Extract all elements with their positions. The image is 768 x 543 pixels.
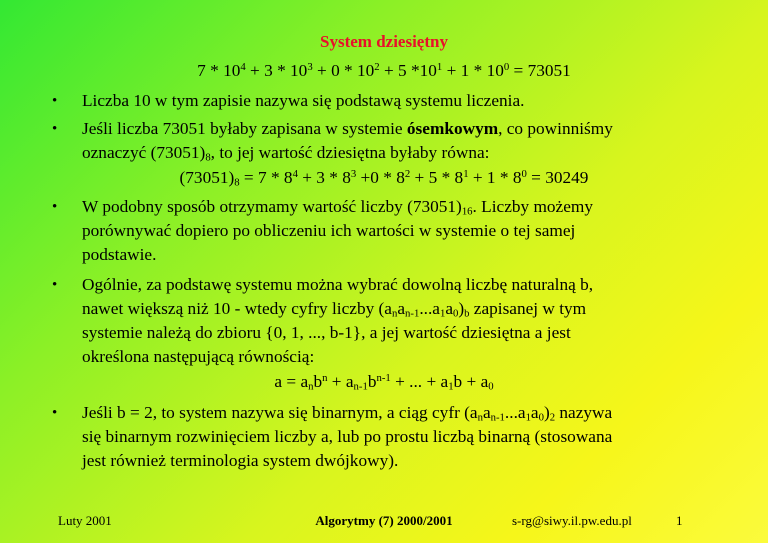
bullet-icon: •: [52, 93, 58, 109]
bullet-5-line-3: jest również terminologia system dwójkowy).: [82, 451, 399, 470]
bullet-icon: •: [52, 121, 58, 137]
bullet-3-line-3: podstawie.: [82, 245, 157, 264]
bullet-2-line-2: oznaczyć $(73051)_8$, to jej wartość dziesiętna byłaby równa:: [82, 143, 490, 164]
formula-general-base: $a = a_nb^n + a_{n-1}b^{n-1}$ + ... + $a_1b + a_0$: [274, 372, 494, 393]
bullet-5-line-2: się binarnym rozwinięciem liczby a, lub po prostu liczbą binarną (stosowana: [82, 427, 613, 446]
slide-title: System dziesiętny: [320, 32, 448, 51]
bullet-4-line-3: systemie należą do zbioru {0, 1, ..., b-1}, a jej wartość dziesiętna a jest: [82, 323, 571, 342]
formula-octal-expansion: $(73051)_8 = 7 * 8^4 + 3 * 8^3 +0 * 8^2 + 5 * 8^1 + 1 * 8^0 = 30249$: [179, 168, 589, 189]
bullet-4-line-4: określona następującą równością:: [82, 347, 315, 366]
bullet-icon: •: [52, 199, 58, 215]
footer-date: Luty 2001: [58, 513, 112, 528]
footer-course-title: Algorytmy (7) 2000/2001: [315, 513, 453, 528]
footer-email: s-rg@siwy.il.pw.edu.pl: [512, 513, 632, 528]
bullet-3-line-2: porównywać dopiero po obliczeniu ich wartości w systemie o tej samej: [82, 221, 576, 240]
formula-decimal-expansion: $7 * 10^4 + 3 * 10^3 + 0 * 10^2 + 5$ $*10^1 + 1 * 10^0 = 73051$: [197, 61, 571, 80]
bullet-4-line-2: nawet większą niż 10 - wtedy cyfry liczby $(a_na_{n-1}...a_1a_0)_b$ zapisanej w tym: [82, 299, 587, 320]
bullet-1-text: Liczba 10 w tym zapisie nazywa się podstawą systemu liczenia.: [82, 91, 525, 110]
footer-page-number: 1: [676, 513, 683, 528]
bullet-4-line-1: Ogólnie, za podstawę systemu można wybrać dowolną liczbę naturalną b,: [82, 275, 594, 294]
bullet-2-line-1: Jeśli liczba 73051 byłaby zapisana w systemie ósemkowym, co powinniśmy: [82, 119, 613, 138]
bullet-icon: •: [52, 277, 58, 293]
bullet-icon: •: [52, 405, 58, 421]
bullet-5-line-1: Jeśli b = 2, to system nazywa się binarnym, a ciąg cyfr $(a_na_{n-1}...a_1a_0)_2$ nazywa: [82, 403, 613, 424]
bullet-3-line-1: W podobny sposób otrzymamy wartość liczby $(73051)_{16}$. Liczby możemy: [82, 197, 593, 218]
